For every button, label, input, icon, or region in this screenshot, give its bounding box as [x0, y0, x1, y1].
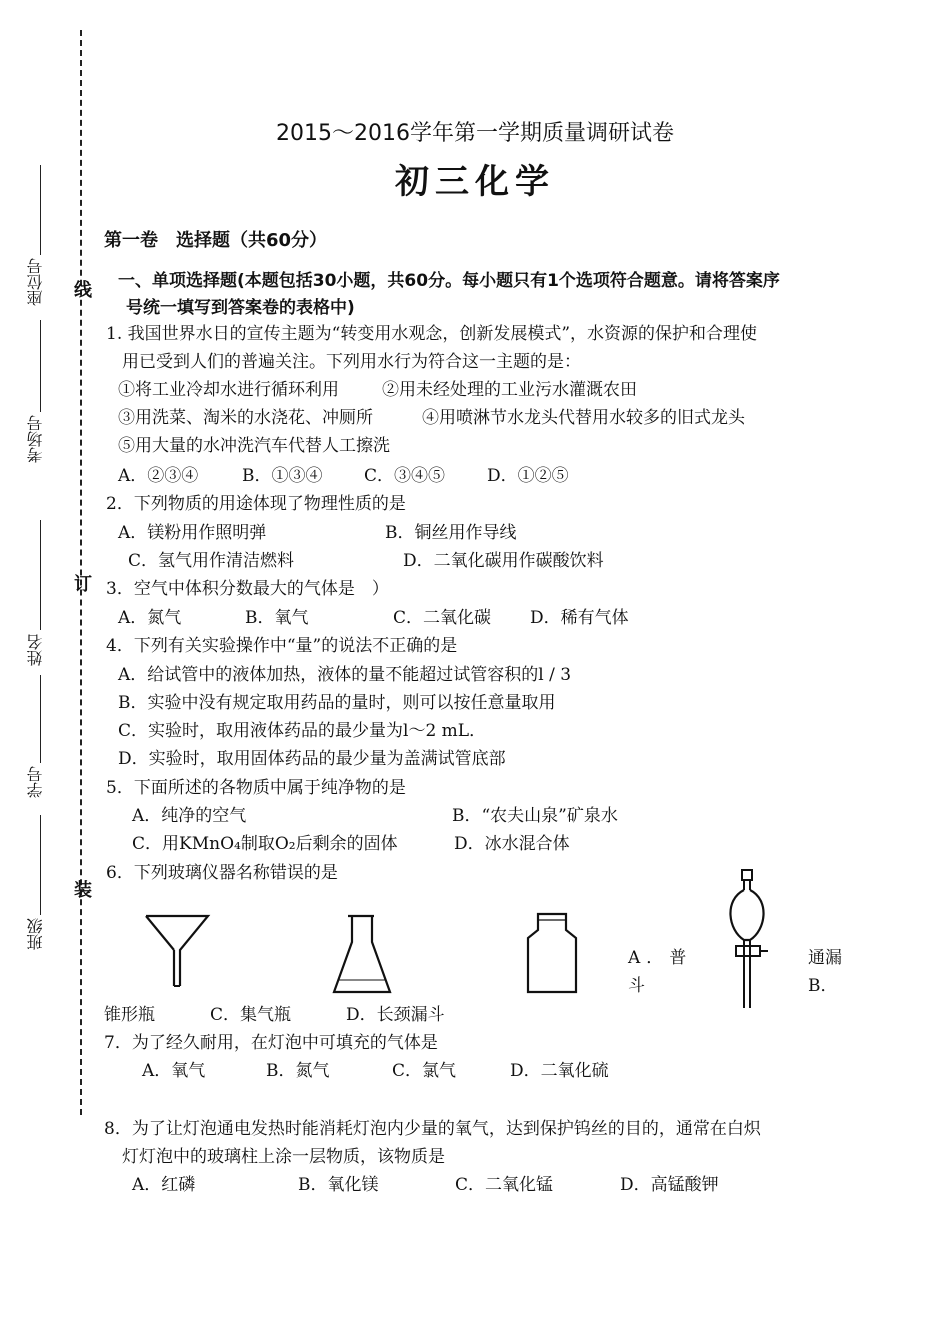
section-instructions-line1: 一、单项选择题(本题包括30小题，共60分。每小题只有1个选项符合题意。请将答案序 — [118, 271, 780, 291]
q8-stem-line2: 灯灯泡中的玻璃柱上涂一层物质，该物质是 — [122, 1147, 445, 1167]
funnel-image — [138, 910, 218, 990]
seat-number-label: 座位号 — [26, 258, 45, 306]
q5-option-d: D．冰水混合体 — [454, 834, 570, 854]
q8-option-d: D．高锰酸钾 — [620, 1175, 719, 1195]
q8-option-c: C．二氧化锰 — [455, 1175, 554, 1195]
q7-option-d: D．二氧化硫 — [510, 1061, 609, 1081]
subject-title: 初三化学 — [395, 162, 555, 202]
section-instructions-line2: 号统一填写到答案卷的表格中) — [126, 298, 355, 318]
q3-option-d: D．稀有气体 — [530, 608, 629, 628]
q1-option-d: D．①②⑤ — [487, 466, 569, 486]
cut-mark-line: 线 — [71, 280, 92, 298]
q1-item5: ⑤用大量的水冲洗汽车代替人工擦洗 — [118, 436, 390, 456]
q2-option-a: A．镁粉用作照明弹 — [118, 523, 267, 543]
student-id-blank — [40, 675, 41, 763]
q1-stem-line2: 用已受到人们的普遍关注。下列用水行为符合这一主题的是： — [122, 352, 581, 372]
q1-item4: ④用喷淋节水龙头代替用水较多的旧式龙头 — [422, 408, 745, 428]
q3-option-c: C．二氧化碳 — [393, 608, 492, 628]
q7-option-a: A．氧气 — [142, 1061, 206, 1081]
cut-mark-bind: 装 — [71, 880, 92, 898]
q3-option-a: A．氮气 — [118, 608, 182, 628]
q6-option-a-part3: 斗 — [628, 976, 645, 996]
exam-title: 2015～2016学年第一学期质量调研试卷 — [276, 121, 674, 146]
q4-option-a: A．给试管中的液体加热，液体的量不能超过试管容积的l / 3 — [118, 665, 572, 685]
q6-option-c: C．集气瓶 — [210, 1005, 292, 1025]
q6-option-a-part1: A．普 — [628, 948, 693, 968]
q5-stem: 5．下面所述的各物质中属于纯净物的是 — [106, 778, 406, 798]
class-label: 班级 — [26, 918, 45, 950]
q7-option-c: C．氯气 — [392, 1061, 457, 1081]
q5-option-a: A．纯净的空气 — [132, 806, 247, 826]
q4-option-b: B．实验中没有规定取用药品的量时，则可以按任意量取用 — [118, 693, 556, 713]
q2-option-c: C．氢气用作清洁燃料 — [128, 551, 295, 571]
cut-mark-staple: 订 — [71, 574, 92, 592]
q8-stem-line1: 8．为了让灯泡通电发热时能消耗灯泡内少量的氧气，达到保护钨丝的目的，通常在白炽 — [104, 1119, 761, 1139]
q4-option-c: C．实验时，取用液体药品的最少量为l～2 mL． — [118, 721, 487, 741]
name-blank — [40, 520, 41, 630]
q2-stem: 2．下列物质的用途体现了物理性质的是 — [106, 494, 406, 514]
q1-stem-line1: 1. 我国世界水日的宣传主题为“转变用水观念，创新发展模式”，水资源的保护和合理使 — [106, 324, 758, 344]
q1-item3: ③用洗菜、淘米的水浇花、冲厕所 — [118, 408, 373, 428]
q1-option-c: C．③④⑤ — [364, 466, 446, 486]
class-blank — [40, 815, 41, 915]
q5-option-b: B．“农夫山泉”矿泉水 — [452, 806, 618, 826]
q1-item1: ①将工业冷却水进行循环利用 — [118, 380, 339, 400]
separatory-funnel-image — [718, 868, 778, 1013]
q6-option-a-part2: 通漏 — [808, 948, 842, 968]
name-label: 姓名 — [26, 634, 45, 666]
q8-option-a: A．红磷 — [132, 1175, 196, 1195]
q6-stem: 6．下列玻璃仪器名称错误的是 — [106, 863, 338, 883]
q6-option-b-part2: 锥形瓶 — [104, 1005, 155, 1025]
q3-stem: 3．空气中体积分数最大的气体是 ） — [106, 579, 389, 599]
q3-option-b: B．氧气 — [245, 608, 309, 628]
q5-option-c: C．用KMnO₄制取O₂后剩余的固体 — [132, 834, 398, 854]
exam-room-blank — [40, 320, 41, 412]
q6-option-b-part1: B． — [808, 976, 838, 996]
q6-option-d: D．长颈漏斗 — [346, 1005, 445, 1025]
q7-stem: 7．为了经久耐用，在灯泡中可填充的气体是 — [104, 1033, 438, 1053]
gas-jar-image — [518, 908, 588, 998]
q2-option-d: D．二氧化碳用作碳酸饮料 — [403, 551, 604, 571]
conical-flask-image — [328, 910, 398, 1000]
q4-option-d: D．实验时，取用固体药品的最少量为盖满试管底部 — [118, 749, 506, 769]
q1-option-a: A．②③④ — [118, 466, 199, 486]
q1-item2: ②用未经处理的工业污水灌溉农田 — [382, 380, 637, 400]
q2-option-b: B．铜丝用作导线 — [385, 523, 517, 543]
part-heading: 第一卷 选择题（共60分） — [104, 230, 328, 251]
q4-stem: 4．下列有关实验操作中“量”的说法不正确的是 — [106, 636, 458, 656]
q8-option-b: B．氧化镁 — [298, 1175, 379, 1195]
q7-option-b: B．氮气 — [266, 1061, 330, 1081]
q1-option-b: B．①③④ — [242, 466, 323, 486]
exam-room-label: 考场号 — [26, 415, 45, 463]
student-id-label: 学号 — [26, 766, 45, 798]
